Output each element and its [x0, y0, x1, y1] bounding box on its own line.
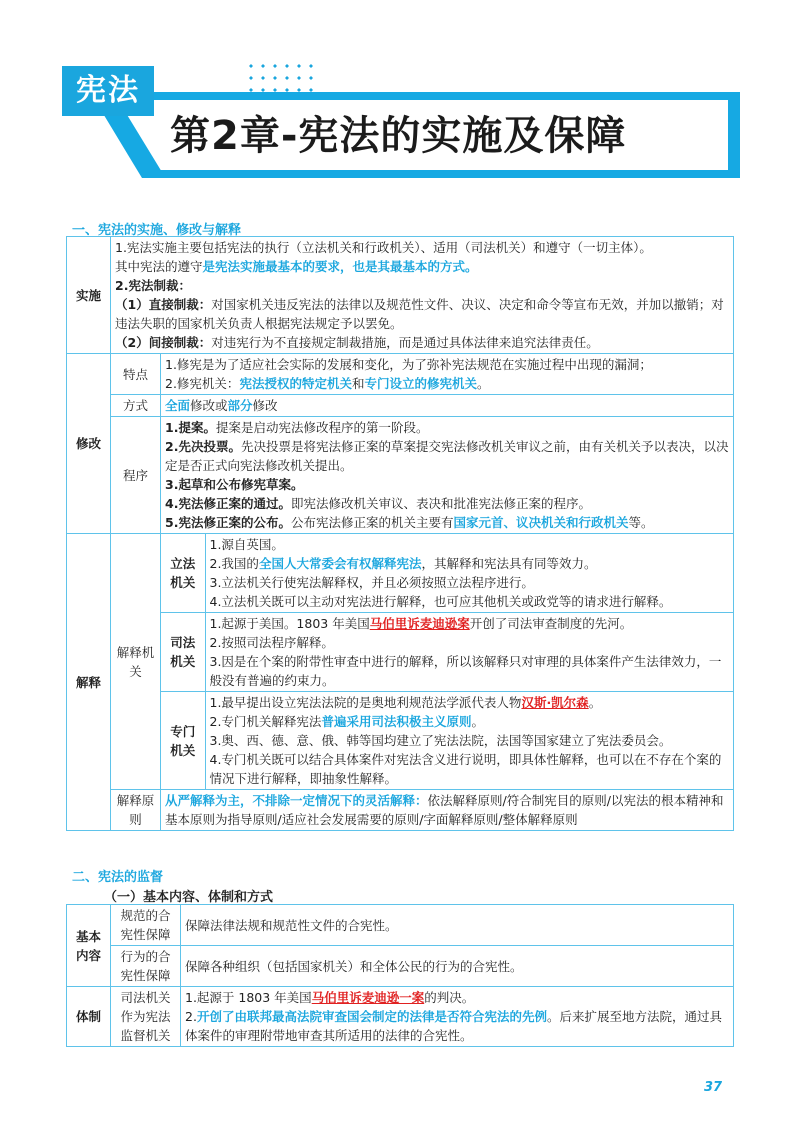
- mode-label: 方式: [111, 395, 161, 417]
- act-guarantee-label: 行为的合宪性保障: [111, 946, 181, 987]
- special-organ-label: 专门机关: [161, 692, 205, 789]
- interp-org-label: 解释机关: [111, 534, 161, 790]
- system-label: 体制: [67, 987, 111, 1047]
- page-number: 37: [704, 1080, 723, 1095]
- norm-guarantee-text: 保障法律法规和规范性文件的合宪性。: [181, 905, 734, 946]
- chapter-header: [0, 0, 800, 210]
- procedure-label: 程序: [111, 417, 161, 534]
- section-2-table: [66, 904, 734, 1047]
- features-content: 1.修宪是为了适应社会实际的发展和变化，为了弥补宪法规范在实施过程中出现的漏洞； 2.修宪机关：宪法授权的特定机关和专门设立的修宪机关。: [161, 354, 734, 395]
- implementation-content: 1.宪法实施主要包括宪法的执行（立法机关和行政机关）、适用（司法机关）和遵守（一切主体）。 其中宪法的遵守是宪法实施最基本的要求，也是其最基本的方式。 2.宪法制裁： （1）直接制裁：对国家机关违反宪法的法律以及规范性文件、决议、决定和命令等宣布无效，并加以撤销；对违法失职的国家机关负责人根据宪法规定予以罢免。 （2）间接制裁：对违宪行为不直接规定制裁措施，而是通过具体法律来追究法律责任。: [111, 237, 734, 354]
- section-2-title: 二、宪法的监督: [72, 870, 164, 885]
- features-label: 特点: [111, 354, 161, 395]
- subject-tag: 宪法: [62, 66, 154, 116]
- mode-content: 全面修改或部分修改: [161, 395, 734, 417]
- basic-content-label: 基本内容: [67, 905, 111, 987]
- section-2-subtitle: （一）基本内容、体制和方式: [104, 890, 274, 905]
- amendment-label: 修改: [67, 354, 111, 534]
- procedure-content: 1.提案。提案是启动宪法修改程序的第一阶段。 2.先决投票。先决投票是将宪法修正案的草案提交宪法修改机关审议之前，由有关机关予以表决，以决定是否正式向宪法修改机关提出。 3.起草和公布修宪草案。 4.宪法修正案的通过。即宪法修改机关审议、表决和批准宪法修正案的程序。 5.宪法修正案的公布。公布宪法修正案的机关主要有国家元首、议决机关和行政机关等。: [161, 417, 734, 534]
- judiciary-label: 司法机关: [161, 613, 205, 691]
- special-organ-content: 1.最早提出设立宪法法院的是奥地利规范法学派代表人物汉斯·凯尔森。 2.专门机关解释宪法普遍采用司法积极主义原则。 3.奥、西、德、意、俄、韩等国均建立了宪法法院，法国等国家建立了宪法委员会。 4.专门机关既可以结合具体案件对宪法含义进行说明，即具体性解释，也可以在不存在个案的情况下进行解释，即抽象性解释。: [209, 695, 722, 786]
- legislature-label: 立法机关: [161, 534, 205, 612]
- interp-principle-label: 解释原则: [111, 790, 161, 831]
- legislature-content: 1.源自英国。 2.我国的全国人大常委会有权解释宪法，其解释和宪法具有同等效力。 3.立法机关行使宪法解释权，并且必须按照立法程序进行。 4.立法机关既可以主动对宪法进行解释，也可应其他机关或政党等的请求进行解释。: [209, 537, 672, 609]
- section-1-table: [66, 236, 734, 831]
- act-guarantee-text: 保障各种组织（包括国家机关）和全体公民的行为的合宪性。: [181, 946, 734, 987]
- interpretation-label: 解释: [67, 534, 111, 831]
- implementation-label: 实施: [67, 237, 111, 354]
- judicial-supervision-text: 1.起源于 1803 年美国马伯里诉麦迪逊一案的判决。 2.开创了由联邦最高法院审查国会制定的法律是否符合宪法的先例。后来扩展至地方法院，通过具体案件的审理附带地审查其所适用的法律的合宪性。: [181, 987, 734, 1047]
- norm-guarantee-label: 规范的合宪性保障: [111, 905, 181, 946]
- judicial-supervision-label: 司法机关作为宪法监督机关: [111, 987, 181, 1047]
- chapter-title: 第2章-宪法的实施及保障: [170, 113, 627, 159]
- judiciary-content: 1.起源于美国。1803 年美国马伯里诉麦迪逊案开创了司法审查制度的先河。 2.按照司法程序解释。 3.因是在个案的附带性审查中进行的解释，所以该解释只对审理的具体案件产生法律效力，一般没有普遍的约束力。: [209, 616, 722, 688]
- section-1-title: 一、宪法的实施、修改与解释: [72, 223, 242, 238]
- interp-principle-content: 从严解释为主，不排除一定情况下的灵活解释：依法解释原则/符合制宪目的原则/以宪法的根本精神和基本原则为指导原则/适应社会发展需要的原则/字面解释原则/整体解释原则: [161, 790, 734, 831]
